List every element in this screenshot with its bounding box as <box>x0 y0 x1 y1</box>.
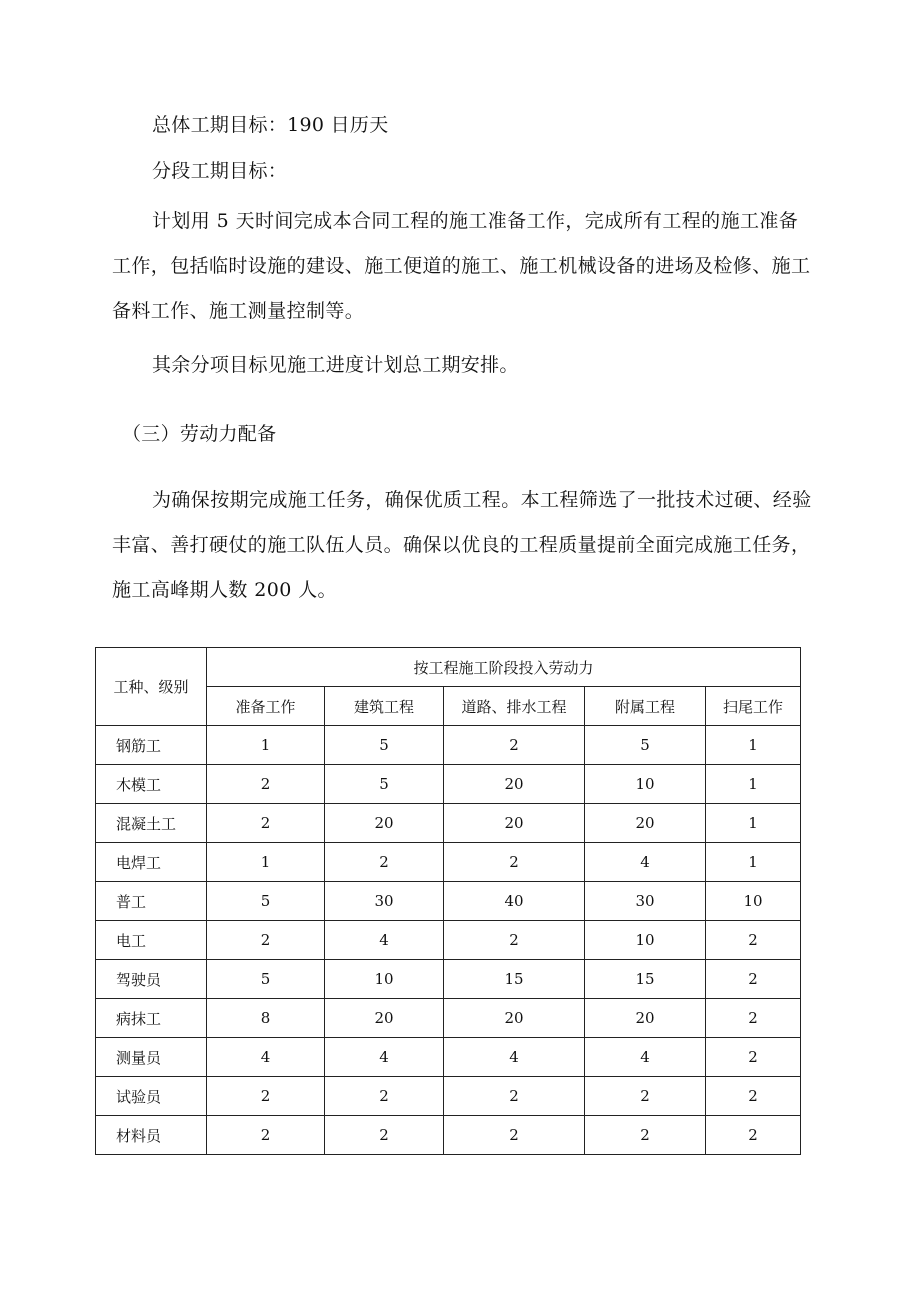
headcount-cell: 10 <box>585 921 706 960</box>
column-header: 扫尾工作 <box>706 687 801 726</box>
remaining-targets-line: 其余分项目标见施工进度计划总工期安排。 <box>152 354 519 376</box>
group-header: 按工程施工阶段投入劳动力 <box>207 648 801 687</box>
headcount-cell: 10 <box>325 960 444 999</box>
trade-name-cell: 试验员 <box>96 1077 207 1116</box>
trade-name-cell: 材料员 <box>96 1116 207 1155</box>
headcount-cell: 4 <box>444 1038 585 1077</box>
table-row <box>96 882 801 921</box>
column-header: 道路、排水工程 <box>444 687 585 726</box>
headcount-cell: 20 <box>444 765 585 804</box>
column-header: 建筑工程 <box>325 687 444 726</box>
headcount-cell: 2 <box>444 843 585 882</box>
corner-header: 工种、级别 <box>96 648 207 726</box>
phase-period-line: 分段工期目标： <box>152 160 288 182</box>
headcount-cell: 1 <box>207 726 325 765</box>
headcount-cell: 4 <box>207 1038 325 1077</box>
headcount-cell: 2 <box>585 1116 706 1155</box>
column-header: 准备工作 <box>207 687 325 726</box>
headcount-cell: 2 <box>207 921 325 960</box>
headcount-cell: 2 <box>207 1077 325 1116</box>
headcount-cell: 5 <box>585 726 706 765</box>
headcount-cell: 2 <box>207 804 325 843</box>
trade-name-cell: 驾驶员 <box>96 960 207 999</box>
headcount-cell: 2 <box>444 726 585 765</box>
table-row <box>96 921 801 960</box>
trade-name-cell: 电工 <box>96 921 207 960</box>
headcount-cell: 5 <box>207 960 325 999</box>
trade-name-cell: 木模工 <box>96 765 207 804</box>
headcount-cell: 2 <box>706 1077 801 1116</box>
headcount-cell: 2 <box>325 843 444 882</box>
trade-name-cell: 病抹工 <box>96 999 207 1038</box>
headcount-cell: 4 <box>325 921 444 960</box>
headcount-cell: 2 <box>444 1077 585 1116</box>
headcount-cell: 30 <box>325 882 444 921</box>
headcount-cell: 20 <box>585 999 706 1038</box>
table-row <box>96 1038 801 1077</box>
headcount-cell: 4 <box>325 1038 444 1077</box>
headcount-cell: 15 <box>585 960 706 999</box>
trade-name-cell: 电焊工 <box>96 843 207 882</box>
headcount-cell: 2 <box>585 1077 706 1116</box>
headcount-cell: 20 <box>444 804 585 843</box>
headcount-cell: 1 <box>706 843 801 882</box>
table-row <box>96 726 801 765</box>
trade-name-cell: 普工 <box>96 882 207 921</box>
headcount-cell: 10 <box>706 882 801 921</box>
table-row <box>96 1116 801 1155</box>
headcount-cell: 2 <box>706 999 801 1038</box>
headcount-cell: 2 <box>706 921 801 960</box>
table-body <box>96 726 801 1155</box>
headcount-cell: 20 <box>325 804 444 843</box>
headcount-cell: 1 <box>207 843 325 882</box>
headcount-cell: 2 <box>207 765 325 804</box>
prep-paragraph: 计划用 5 天时间完成本合同工程的施工准备工作，完成所有工程的施工准备工作，包括临时设施的建设、施工便道的施工、施工机械设备的进场及检修、施工备料工作、施工测量控制等。 <box>112 210 811 322</box>
headcount-cell: 8 <box>207 999 325 1038</box>
headcount-cell: 20 <box>444 999 585 1038</box>
headcount-cell: 2 <box>325 1077 444 1116</box>
headcount-cell: 2 <box>706 960 801 999</box>
table-row <box>96 765 801 804</box>
headcount-cell: 5 <box>325 765 444 804</box>
total-period-line: 总体工期目标：190 日历天 <box>152 114 389 136</box>
trade-name-cell: 混凝土工 <box>96 804 207 843</box>
labor-paragraph: 为确保按期完成施工任务，确保优质工程。本工程筛选了一批技术过硬、经验丰富、善打硬仗的施工队伍人员。确保以优良的工程质量提前全面完成施工任务，施工高峰期人数 200 人。 <box>112 489 812 601</box>
trade-name-cell: 钢筋工 <box>96 726 207 765</box>
headcount-cell: 20 <box>585 804 706 843</box>
table-row <box>96 1077 801 1116</box>
labor-table <box>95 647 801 1155</box>
table-row <box>96 960 801 999</box>
headcount-cell: 1 <box>706 804 801 843</box>
headcount-cell: 10 <box>585 765 706 804</box>
headcount-cell: 2 <box>444 921 585 960</box>
headcount-cell: 40 <box>444 882 585 921</box>
headcount-cell: 2 <box>706 1038 801 1077</box>
headcount-cell: 1 <box>706 765 801 804</box>
table-row <box>96 804 801 843</box>
headcount-cell: 2 <box>207 1116 325 1155</box>
column-header: 附属工程 <box>585 687 706 726</box>
headcount-cell: 30 <box>585 882 706 921</box>
table-row <box>96 999 801 1038</box>
headcount-cell: 4 <box>585 843 706 882</box>
headcount-cell: 15 <box>444 960 585 999</box>
table-row <box>96 843 801 882</box>
headcount-cell: 4 <box>585 1038 706 1077</box>
trade-name-cell: 测量员 <box>96 1038 207 1077</box>
headcount-cell: 1 <box>706 726 801 765</box>
headcount-cell: 2 <box>444 1116 585 1155</box>
section-heading: （三）劳动力配备 <box>122 423 277 445</box>
headcount-cell: 2 <box>325 1116 444 1155</box>
headcount-cell: 20 <box>325 999 444 1038</box>
headcount-cell: 5 <box>207 882 325 921</box>
headcount-cell: 2 <box>706 1116 801 1155</box>
headcount-cell: 5 <box>325 726 444 765</box>
